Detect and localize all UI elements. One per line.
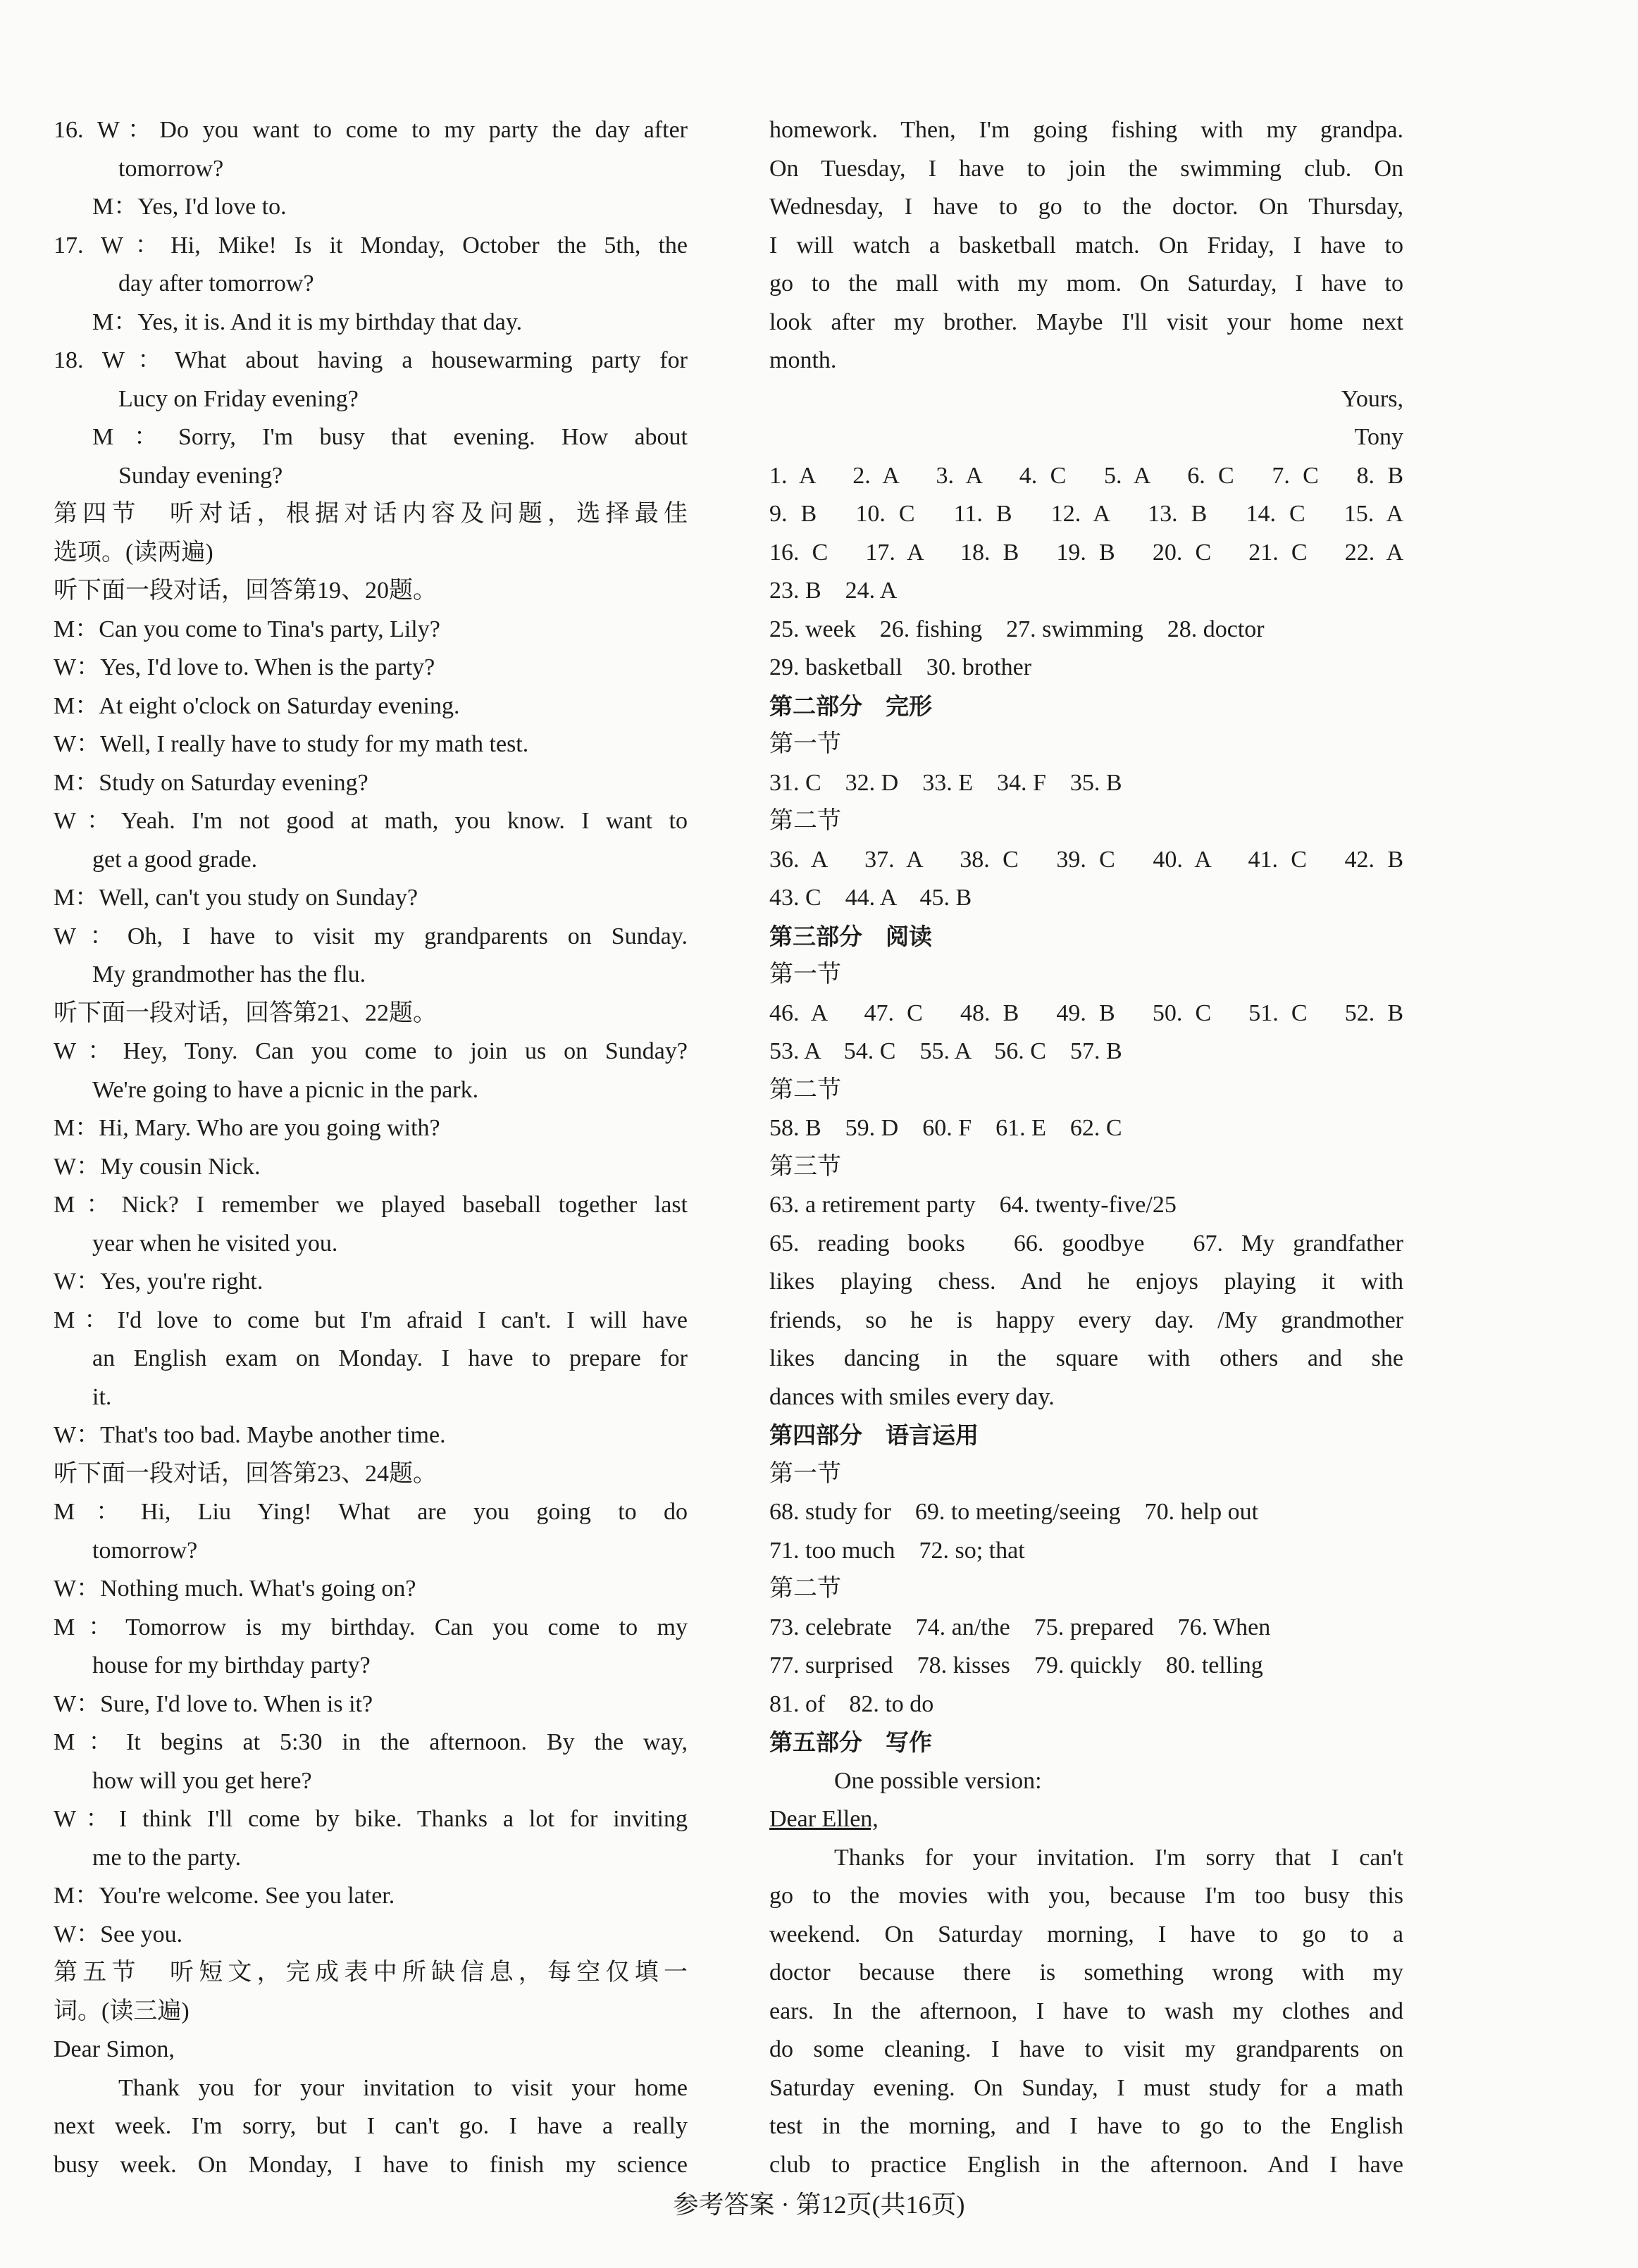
right-column-line: likes playing chess. And he enjoys playing it with [769, 1269, 1403, 1295]
left-column-line: 听下面一段对话，回答第23、24题。 [54, 1460, 437, 1487]
right-column-line: doctor because there is something wrong with my [769, 1959, 1403, 1986]
left-column-line: W：Yes, I'd love to. When is the party? [54, 654, 435, 680]
right-column-line: 65. reading books 66. goodbye 67. My grandfather [769, 1230, 1403, 1257]
right-column-line: 68. study for 69. to meeting/seeing 70. help out [769, 1499, 1259, 1525]
left-column [54, 111, 688, 2184]
left-column-line: M：I'd love to come but I'm afraid I can't. I will have [54, 1307, 688, 1333]
right-column-line: Thanks for your invitation. I'm sorry that I can't [834, 1844, 1403, 1871]
left-column-line: W：My cousin Nick. [54, 1153, 261, 1180]
left-column-line: W：Sure, I'd love to. When is it? [54, 1690, 373, 1717]
left-column-line: Thank you for your invitation to visit your home [118, 2074, 688, 2101]
left-column-line: 听下面一段对话，回答第21、22题。 [54, 999, 437, 1026]
left-column-line: M：Study on Saturday evening? [54, 769, 368, 796]
left-column-line: busy week. On Monday, I have to finish my science [54, 2151, 688, 2178]
right-column-line: 第三部分 阅读 [769, 922, 932, 950]
right-column-line: 81. of 82. to do [769, 1690, 934, 1717]
left-column-line: Lucy on Friday evening? [118, 385, 359, 412]
right-column-line: 第二节 [769, 1576, 841, 1602]
left-column-line: W：Nothing much. What's going on? [54, 1576, 416, 1602]
left-column-line: W：Hey, Tony. Can you come to join us on Sunday? [54, 1038, 688, 1064]
right-column-line: 1. A 2. A 3. A 4. C 5. A 6. C 7. C 8. B [769, 462, 1403, 489]
left-column-line: day after tomorrow? [118, 270, 314, 297]
left-column-line: an English exam on Monday. I have to prepare for [92, 1345, 688, 1371]
left-column-line: get a good grade. [92, 846, 258, 873]
left-column-line: M：Nick? I remember we played baseball together last [54, 1192, 688, 1218]
left-column-line: W：Well, I really have to study for my math test. [54, 731, 529, 757]
right-column-line: 第二节 [769, 1076, 841, 1103]
left-column-line: M：Hi, Liu Ying! What are you going to do [54, 1499, 688, 1525]
right-column-line: test in the morning, and I have to go to the English [769, 2113, 1403, 2139]
left-column-line: M：You're welcome. See you later. [54, 1883, 395, 1909]
right-column-line: 46. A 47. C 48. B 49. B 50. C 51. C 52. B [769, 999, 1403, 1026]
left-column-line: W：See you. [54, 1921, 183, 1948]
right-column-line: 53. A 54. C 55. A 56. C 57. B [769, 1038, 1122, 1064]
right-column-line: Wednesday, I have to go to the doctor. On Thursday, [769, 194, 1403, 220]
right-column-line: Tony [1354, 424, 1403, 450]
right-column-line: 第五部分 写作 [769, 1728, 932, 1756]
left-column-line: Sunday evening? [118, 462, 283, 489]
left-column-line: 听下面一段对话，回答第19、20题。 [54, 578, 437, 604]
right-column-line: month. [769, 347, 837, 373]
left-column-line: tomorrow? [118, 155, 224, 182]
left-column-line: M：It begins at 5:30 in the afternoon. By the way, [54, 1729, 688, 1755]
left-column-line: M：Hi, Mary. Who are you going with? [54, 1115, 440, 1141]
left-column-line: me to the party. [92, 1844, 242, 1871]
right-column-line: likes dancing in the square with others and she [769, 1345, 1403, 1371]
right-column-line: 9. B 10. C 11. B 12. A 13. B 14. C 15. A [769, 501, 1403, 527]
left-column-line: 17. W：Hi, Mike! Is it Monday, October the 5th, the [54, 232, 688, 258]
right-column-line: 77. surprised 78. kisses 79. quickly 80. telling [769, 1652, 1263, 1678]
right-column-line: 第三节 [769, 1153, 841, 1180]
left-column-line: 选项。(读两遍) [54, 539, 213, 566]
left-column-line: M：Can you come to Tina's party, Lily? [54, 616, 440, 642]
left-column-line: W：Yes, you're right. [54, 1269, 263, 1295]
right-column-line: friends, so he is happy every day. /My grandmother [769, 1307, 1403, 1333]
left-column-line: tomorrow? [92, 1537, 198, 1564]
right-column-line: 第四部分 语言运用 [769, 1421, 979, 1449]
right-column-line: Saturday evening. On Sunday, I must study for a math [769, 2074, 1403, 2101]
right-column-line: Dear Ellen, [769, 1806, 879, 1832]
left-column-line: 第五节 听短文，完成表中所缺信息，每空仅填一 [54, 1959, 688, 1986]
right-column-line: 第二节 [769, 808, 841, 834]
right-column-line: 36. A 37. A 38. C 39. C 40. A 41. C 42. B [769, 846, 1403, 873]
right-column-line: homework. Then, I'm going fishing with my grandpa. [769, 117, 1403, 143]
page-footer: 参考答案 · 第12页(共16页) [673, 2191, 965, 2219]
left-column-line: Dear Simon, [54, 2036, 175, 2062]
right-column-line: One possible version: [834, 1767, 1042, 1794]
right-column-line: 第二部分 完形 [769, 692, 932, 720]
right-column-line: 25. week 26. fishing 27. swimming 28. doctor [769, 616, 1265, 642]
left-column-line: We're going to have a picnic in the park. [92, 1076, 479, 1103]
right-column-line: I will watch a basketball match. On Friday, I have to [769, 232, 1403, 258]
right-column-line: 43. C 44. A 45. B [769, 885, 972, 911]
left-column-line: W：Oh, I have to visit my grandparents on Sunday. [54, 923, 688, 949]
left-column-line: house for my birthday party? [92, 1652, 371, 1678]
right-column-line: 73. celebrate 74. an/the 75. prepared 76. When [769, 1614, 1271, 1640]
left-column-line: My grandmother has the flu. [92, 961, 366, 987]
left-column-line: year when he visited you. [92, 1230, 338, 1257]
right-column-line: 29. basketball 30. brother [769, 654, 1032, 680]
left-column-line: W：Yeah. I'm not good at math, you know. I want to [54, 808, 688, 834]
left-column-line: M：Well, can't you study on Sunday? [54, 885, 418, 911]
left-column-line: 第四节 听对话，根据对话内容及问题，选择最佳 [54, 501, 688, 527]
right-column-line: do some cleaning. I have to visit my grandparents on [769, 2036, 1403, 2062]
right-column-line: 第一节 [769, 731, 841, 757]
left-column-line: W：I think I'll come by bike. Thanks a lot for inviting [54, 1806, 688, 1832]
right-column-line: 58. B 59. D 60. F 61. E 62. C [769, 1115, 1122, 1141]
left-column-line: next week. I'm sorry, but I can't go. I have a really [54, 2113, 688, 2139]
right-column-line: ears. In the afternoon, I have to wash my clothes and [769, 1998, 1403, 2024]
right-column-line: 第一节 [769, 1460, 841, 1487]
right-column-line: 23. B 24. A [769, 578, 898, 604]
left-column-line: M：At eight o'clock on Saturday evening. [54, 692, 460, 719]
right-column-line: 63. a retirement party 64. twenty-five/25 [769, 1192, 1177, 1218]
right-column-line: go to the mall with my mom. On Saturday, I have to [769, 270, 1403, 297]
right-column-line: Yours, [1341, 385, 1403, 412]
right-column-line: club to practice English in the afternoon. And I have [769, 2151, 1403, 2178]
left-column-line: W：That's too bad. Maybe another time. [54, 1422, 446, 1448]
left-column-line: it. [92, 1383, 112, 1410]
right-column-line: 第一节 [769, 961, 841, 987]
right-column-line: go to the movies with you, because I'm too busy this [769, 1883, 1403, 1909]
left-column-line: 18. W：What about having a housewarming party for [54, 347, 688, 373]
right-column-line: dances with smiles every day. [769, 1383, 1055, 1410]
right-column-line: weekend. On Saturday morning, I have to go to a [769, 1921, 1403, 1948]
left-column-line: M：Yes, I'd love to. [92, 194, 287, 220]
left-column-line: 词。(读三遍) [54, 1998, 190, 2024]
right-column-line: 16. C 17. A 18. B 19. B 20. C 21. C 22. A [769, 539, 1403, 566]
left-column-line: 16. W：Do you want to come to my party the day after [54, 117, 688, 143]
right-column-line: On Tuesday, I have to join the swimming club. On [769, 155, 1403, 182]
right-column-line: 31. C 32. D 33. E 34. F 35. B [769, 769, 1122, 796]
left-column-line: M：Tomorrow is my birthday. Can you come to my [54, 1614, 688, 1640]
right-column-line: 71. too much 72. so; that [769, 1537, 1025, 1564]
left-column-line: M：Sorry, I'm busy that evening. How about [92, 424, 688, 450]
right-column [769, 111, 1403, 2184]
right-column-line: look after my brother. Maybe I'll visit your home next [769, 309, 1403, 335]
left-column-line: how will you get here? [92, 1767, 312, 1794]
left-column-line: M：Yes, it is. And it is my birthday that day. [92, 309, 523, 335]
